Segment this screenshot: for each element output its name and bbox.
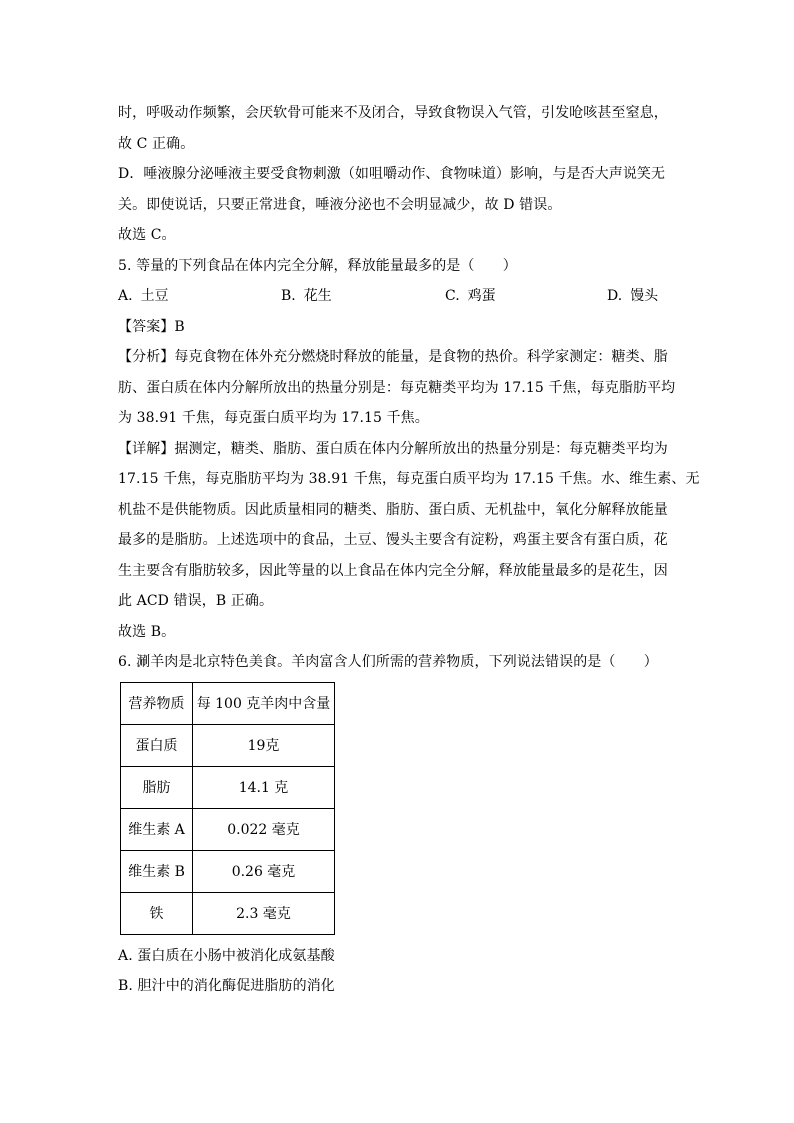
table-header-cell: 营养物质	[121, 682, 193, 724]
analysis-line: 【分析】每克食物在体外充分燃烧时释放的能量，是食物的热价。科学家测定：糖类、脂	[118, 349, 668, 365]
question-6-stem: 6. 涮羊肉是北京特色美食。羊肉富含人们所需的营养物质，下列说法错误的是（ ）	[118, 654, 658, 670]
option-b: B. 胆汁中的消化酶促进脂肪的消化	[118, 978, 335, 994]
detail-line: 最多的是脂肪。上述选项中的食品，土豆、馒头主要含有淀粉，鸡蛋主要含有蛋白质，花	[118, 532, 668, 548]
table-header-row	[121, 682, 335, 724]
text-line: D．唾液腺分泌唾液主要受食物刺激（如咀嚼动作、食物味道）影响，与是否大声说笑无	[118, 166, 666, 182]
table-cell: 维生素 A	[121, 808, 193, 850]
detail-line: 机盐不是供能物质。因此质量相同的糖类、脂肪、蛋白质、无机盐中，氧化分解释放能量	[118, 501, 668, 518]
table-cell: 铁	[121, 892, 193, 934]
analysis-line: 肪、蛋白质在体内分解所放出的热量分别是：每克糖类平均为 17.15 千焦，每克脂肪平均	[118, 379, 676, 396]
table-cell: 蛋白质	[121, 724, 193, 766]
table-row	[121, 892, 335, 934]
table-row	[121, 850, 335, 892]
table-cell: 维生素 B	[121, 850, 193, 892]
choice-line: 故选 B。	[118, 623, 176, 640]
paragraph-prev-explanation	[118, 98, 678, 281]
option-letter: C.	[445, 288, 460, 304]
analysis-line: 为 38.91 千焦，每克蛋白质平均为 17.15 千焦。	[118, 410, 429, 426]
text-line: 时，呼吸动作频繁，会厌软骨可能来不及闭合，导致食物误入气管，引发呛咳甚至窒息，	[118, 105, 668, 121]
question-5-options	[118, 281, 678, 312]
option-text: 鸡蛋	[467, 288, 496, 304]
question-5-solution	[118, 312, 700, 678]
table-row	[121, 724, 335, 766]
option-letter: D.	[607, 288, 623, 304]
text-line: 关。即使说话，只要正常进食，唾液分泌也不会明显减少，故 D 错误。	[118, 196, 562, 213]
option-text: 馒头	[630, 288, 659, 304]
option-text: 花生	[303, 288, 332, 304]
table-row	[121, 766, 335, 808]
question-5-stem: 5. 等量的下列食品在体内完全分解，释放能量最多的是（ ）	[118, 257, 517, 274]
table-cell: 2.3 毫克	[193, 892, 335, 934]
option-letter: A.	[118, 288, 133, 304]
detail-line: 生主要含有脂肪较多，因此等量的以上食品在体内完全分解，释放能量最多的是花生，因	[118, 562, 668, 579]
table-cell: 19克	[193, 724, 335, 766]
table-row	[121, 808, 335, 850]
option-letter: B.	[281, 288, 296, 304]
option-c	[445, 281, 496, 312]
nutrition-table	[120, 682, 335, 935]
option-text: 土豆	[140, 288, 169, 304]
text-line: 故选 C。	[118, 227, 176, 243]
table-cell: 0.022 毫克	[193, 808, 335, 850]
question-6-options	[118, 941, 678, 1002]
detail-line: 17.15 千焦，每克脂肪平均为 38.91 千焦，每克蛋白质平均为 17.15 千焦。水、维生素、无	[118, 471, 700, 487]
text-line: 故 C 正确。	[118, 135, 195, 152]
option-b	[281, 281, 332, 312]
detail-line: 此 ACD 错误，B 正确。	[118, 593, 274, 609]
table-header-cell: 每 100 克羊肉中含量	[193, 682, 335, 724]
document-page	[118, 98, 700, 1002]
option-d	[607, 281, 658, 312]
answer-line: 【答案】B	[118, 318, 185, 335]
detail-line: 【详解】据测定，糖类、脂肪、蛋白质在体内分解所放出的热量分别是：每克糖类平均为	[118, 440, 668, 457]
option-a: A. 蛋白质在小肠中被消化成氨基酸	[118, 947, 335, 964]
table-cell: 14.1 克	[193, 766, 335, 808]
option-a	[118, 281, 169, 312]
table-cell: 0.26 毫克	[193, 850, 335, 892]
table-cell: 脂肪	[121, 766, 193, 808]
